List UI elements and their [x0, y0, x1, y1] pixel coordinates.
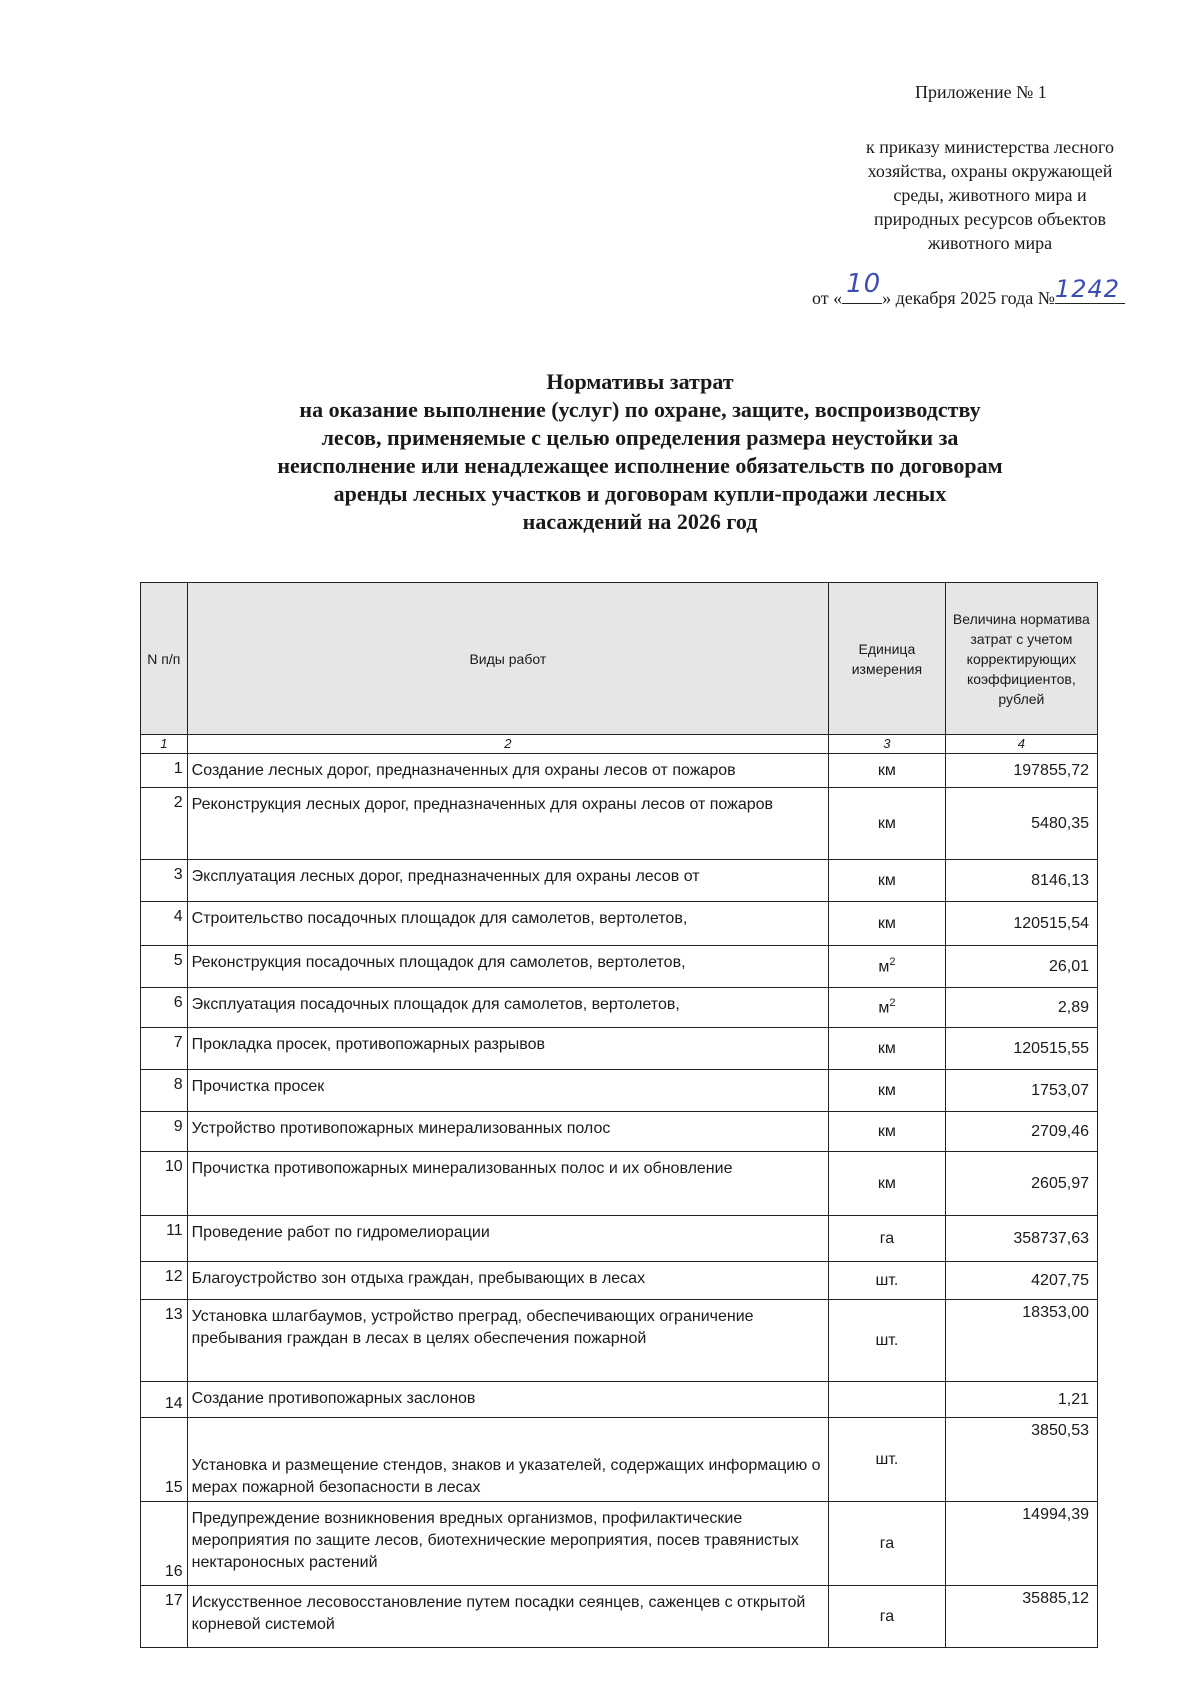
row-unit: км	[829, 1070, 946, 1112]
row-num: 16	[141, 1502, 188, 1586]
header-unit: Единица измерения	[829, 583, 946, 735]
title-line: неисполнение или ненадлежащее исполнение обязательств по договорам	[277, 453, 1003, 478]
unit-text: м	[878, 958, 890, 976]
date-prefix: от «	[812, 288, 843, 308]
column-index: 1	[141, 735, 188, 754]
row-unit: га	[829, 1216, 946, 1262]
appendix-label: Приложение № 1	[915, 82, 1047, 102]
table-row	[141, 754, 1098, 788]
row-work: Благоустройство зон отдыха граждан, пребывающих в лесах	[187, 1262, 828, 1300]
row-value: 120515,55	[945, 1028, 1097, 1070]
header-work: Виды работ	[187, 583, 828, 735]
title-line: насаждений на 2026 год	[522, 509, 758, 534]
order-line: среды, животного мира и	[893, 185, 1087, 205]
row-value: 1753,07	[945, 1070, 1097, 1112]
row-value: 358737,63	[945, 1216, 1097, 1262]
order-date-line	[812, 269, 1125, 309]
date-day-field	[842, 269, 882, 304]
row-work: Эксплуатация лесных дорог, предназначенных для охраны лесов от	[187, 860, 828, 902]
table-row	[141, 860, 1098, 902]
row-unit	[829, 988, 946, 1028]
unit-superscript: 2	[889, 956, 896, 969]
document-title	[200, 368, 1080, 536]
row-work: Реконструкция лесных дорог, предназначенных для охраны лесов от пожаров	[187, 788, 828, 860]
table-row	[141, 902, 1098, 946]
row-num: 9	[141, 1112, 188, 1152]
row-unit: км	[829, 902, 946, 946]
row-work: Создание лесных дорог, предназначенных для охраны лесов от пожаров	[187, 754, 828, 788]
row-value: 3850,53	[945, 1418, 1097, 1502]
row-work: Установка шлагбаумов, устройство преград, обеспечивающих ограничение пребывания граждан в лесах в целях обеспечения пожарной	[187, 1300, 828, 1382]
row-num: 8	[141, 1070, 188, 1112]
table-row	[141, 946, 1098, 988]
row-work: Прочистка просек	[187, 1070, 828, 1112]
row-num: 4	[141, 902, 188, 946]
table-row	[141, 788, 1098, 860]
table-row	[141, 1418, 1098, 1502]
title-line: аренды лесных участков и договорам купли-продажи лесных	[333, 481, 947, 506]
order-reference	[830, 135, 1150, 255]
row-num: 12	[141, 1262, 188, 1300]
row-work: Предупреждение возникновения вредных организмов, профилактические мероприятия по защите лесов, биотехнические мероприятия, посев травянистых нектароносных растений	[187, 1502, 828, 1586]
row-value: 2709,46	[945, 1112, 1097, 1152]
row-value: 35885,12	[945, 1586, 1097, 1648]
row-unit: шт.	[829, 1418, 946, 1502]
row-work: Реконструкция посадочных площадок для самолетов, вертолетов,	[187, 946, 828, 988]
row-unit: км	[829, 1152, 946, 1216]
row-value: 18353,00	[945, 1300, 1097, 1382]
row-num: 5	[141, 946, 188, 988]
row-value: 26,01	[945, 946, 1097, 988]
row-num: 2	[141, 788, 188, 860]
order-line: к приказу министерства лесного	[866, 137, 1114, 157]
row-unit	[829, 1382, 946, 1418]
row-value: 4207,75	[945, 1262, 1097, 1300]
table-row	[141, 1262, 1098, 1300]
row-num: 1	[141, 754, 188, 788]
title-line: на оказание выполнение (услуг) по охране, защите, воспроизводству	[299, 397, 981, 422]
row-work: Проведение работ по гидромелиорации	[187, 1216, 828, 1262]
column-index: 2	[187, 735, 828, 754]
order-line: хозяйства, охраны окружающей	[867, 161, 1113, 181]
order-line: природных ресурсов объектов	[874, 209, 1106, 229]
row-work: Эксплуатация посадочных площадок для самолетов, вертолетов,	[187, 988, 828, 1028]
table-row	[141, 1216, 1098, 1262]
order-line: животного мира	[927, 233, 1053, 253]
order-number-field	[1054, 275, 1125, 304]
header-value: Величина норматива затрат с учетом корректирующих коэффициентов, рублей	[945, 583, 1097, 735]
row-num: 7	[141, 1028, 188, 1070]
row-value: 2605,97	[945, 1152, 1097, 1216]
table-row	[141, 1300, 1098, 1382]
row-num: 3	[141, 860, 188, 902]
table-row	[141, 1152, 1098, 1216]
row-num: 13	[141, 1300, 188, 1382]
row-unit: км	[829, 788, 946, 860]
norms-table	[140, 582, 1098, 1648]
table-row	[141, 1382, 1098, 1418]
row-num: 17	[141, 1586, 188, 1648]
row-value: 197855,72	[945, 754, 1097, 788]
row-num: 14	[141, 1382, 188, 1418]
handwritten-day: 10	[846, 269, 882, 299]
row-num: 11	[141, 1216, 188, 1262]
column-index: 4	[945, 735, 1097, 754]
row-work: Прокладка просек, противопожарных разрывов	[187, 1028, 828, 1070]
row-work: Строительство посадочных площадок для самолетов, вертолетов,	[187, 902, 828, 946]
row-work: Искусственное лесовосстановление путем посадки сеянцев, саженцев с открытой корневой системой	[187, 1586, 828, 1648]
table-header-row	[141, 583, 1098, 735]
row-work: Создание противопожарных заслонов	[187, 1382, 828, 1418]
row-value: 2,89	[945, 988, 1097, 1028]
row-value: 14994,39	[945, 1502, 1097, 1586]
row-unit: шт.	[829, 1300, 946, 1382]
row-unit: км	[829, 860, 946, 902]
header-num: N п/п	[141, 583, 188, 735]
row-unit: км	[829, 1112, 946, 1152]
table-row	[141, 1502, 1098, 1586]
row-work: Устройство противопожарных минерализованных полос	[187, 1112, 828, 1152]
row-unit	[829, 946, 946, 988]
row-value: 120515,54	[945, 902, 1097, 946]
title-line: лесов, применяемые с целью определения размера неустойки за	[321, 425, 959, 450]
row-value: 1,21	[945, 1382, 1097, 1418]
row-unit: шт.	[829, 1262, 946, 1300]
row-unit: км	[829, 1028, 946, 1070]
row-work: Прочистка противопожарных минерализованных полос и их обновление	[187, 1152, 828, 1216]
row-num: 6	[141, 988, 188, 1028]
unit-superscript: 2	[889, 997, 896, 1010]
table-row	[141, 1028, 1098, 1070]
table-row	[141, 1070, 1098, 1112]
row-work: Установка и размещение стендов, знаков и указателей, содержащих информацию о мерах пожарной безопасности в лесах	[187, 1418, 828, 1502]
row-unit: га	[829, 1502, 946, 1586]
row-unit: га	[829, 1586, 946, 1648]
date-middle: » декабря 2025 года №	[882, 288, 1055, 308]
table-row	[141, 1112, 1098, 1152]
row-num: 10	[141, 1152, 188, 1216]
row-unit: км	[829, 754, 946, 788]
table-row	[141, 988, 1098, 1028]
title-line: Нормативы затрат	[546, 369, 734, 394]
handwritten-order-number: 1242	[1054, 275, 1121, 303]
row-value: 8146,13	[945, 860, 1097, 902]
column-index: 3	[829, 735, 946, 754]
row-num: 15	[141, 1418, 188, 1502]
unit-text: м	[878, 999, 890, 1017]
column-index-row	[141, 735, 1098, 754]
table-row	[141, 1586, 1098, 1648]
row-value: 5480,35	[945, 788, 1097, 860]
